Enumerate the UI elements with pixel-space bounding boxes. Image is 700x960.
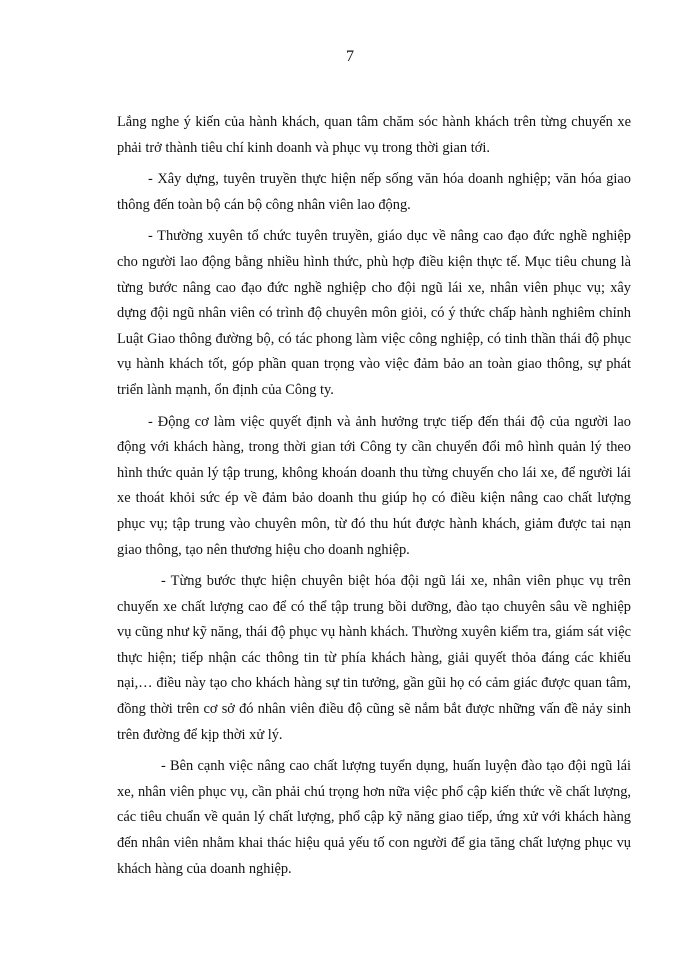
paragraph-4: - Động cơ làm việc quyết định và ảnh hưởng trực tiếp đến thái độ của người lao động với khách hàng, trong thời gian tới Công ty cần chuyển đổi mô hình quản lý theo hình thức quản lý tập trung, không khoán doanh thu từng chuyến cho lái xe, để người lái xe thoát khỏi sức ép về đảm bảo doanh thu giúp họ có điều kiện nâng cao chất lượng phục vụ; tập trung vào chuyên môn, từ đó thu hút được hành khách, giảm được tai nạn giao thông, tạo nên thương hiệu cho doanh nghiệp.	[117, 413, 631, 558]
body-text	[117, 110, 631, 888]
paragraph-6: - Bên cạnh việc nâng cao chất lượng tuyển dụng, huấn luyện đào tạo đội ngũ lái xe, nhân viên phục vụ, cần phải chú trọng hơn nữa việc phổ cập kiến thức về chất lượng, các tiêu chuẩn về quản lý chất lượng, phổ cập kỹ năng giao tiếp, ứng xử với khách hàng đến nhân viên nhằm khai thác hiệu quả yếu tố con người để gia tăng chất lượng phục vụ khách hàng của doanh nghiệp.	[117, 758, 631, 877]
paragraph-2: - Xây dựng, tuyên truyền thực hiện nếp sống văn hóa doanh nghiệp; văn hóa giao thông đến toàn bộ cán bộ công nhân viên lao động.	[117, 171, 631, 213]
paragraph-1: Lắng nghe ý kiến của hành khách, quan tâm chăm sóc hành khách trên từng chuyến xe phải trở thành tiêu chí kinh doanh và phục vụ trong thời gian tới.	[117, 114, 631, 156]
page-number: 7	[346, 48, 354, 65]
paragraph-3: - Thường xuyên tổ chức tuyên truyền, giáo dục về nâng cao đạo đức nghề nghiệp cho người lao động bằng nhiều hình thức, phù hợp điều kiện thực tế. Mục tiêu chung là từng bước nâng cao đạo đức nghề nghiệp cho đội ngũ lái xe, nhân viên phục vụ; xây dựng đội ngũ nhân viên có trình độ chuyên môn giỏi, có ý thức chấp hành nghiêm chỉnh Luật Giao thông đường bộ, có tác phong làm việc công nghiệp, có tinh thần thái độ phục vụ hành khách tốt, góp phần quan trọng vào việc đảm bảo an toàn giao thông, sự phát triển lành mạnh, ổn định của Công ty.	[117, 228, 631, 398]
paragraph-5: - Từng bước thực hiện chuyên biệt hóa đội ngũ lái xe, nhân viên phục vụ trên chuyến xe chất lượng cao để có thể tập trung bồi dưỡng, đào tạo chuyên sâu về nghiệp vụ cũng như kỹ năng, thái độ phục vụ hành khách. Thường xuyên kiểm tra, giám sát việc thực hiện; tiếp nhận các thông tin từ phía khách hàng, giải quyết thỏa đáng các khiếu nại,… điều này tạo cho khách hàng sự tin tưởng, gần gũi họ có cảm giác được quan tâm, đồng thời trên cơ sở đó nhân viên điều độ cũng sẽ nắm bắt được những vấn đề nảy sinh trên đường để kịp thời xử lý.	[117, 573, 631, 743]
